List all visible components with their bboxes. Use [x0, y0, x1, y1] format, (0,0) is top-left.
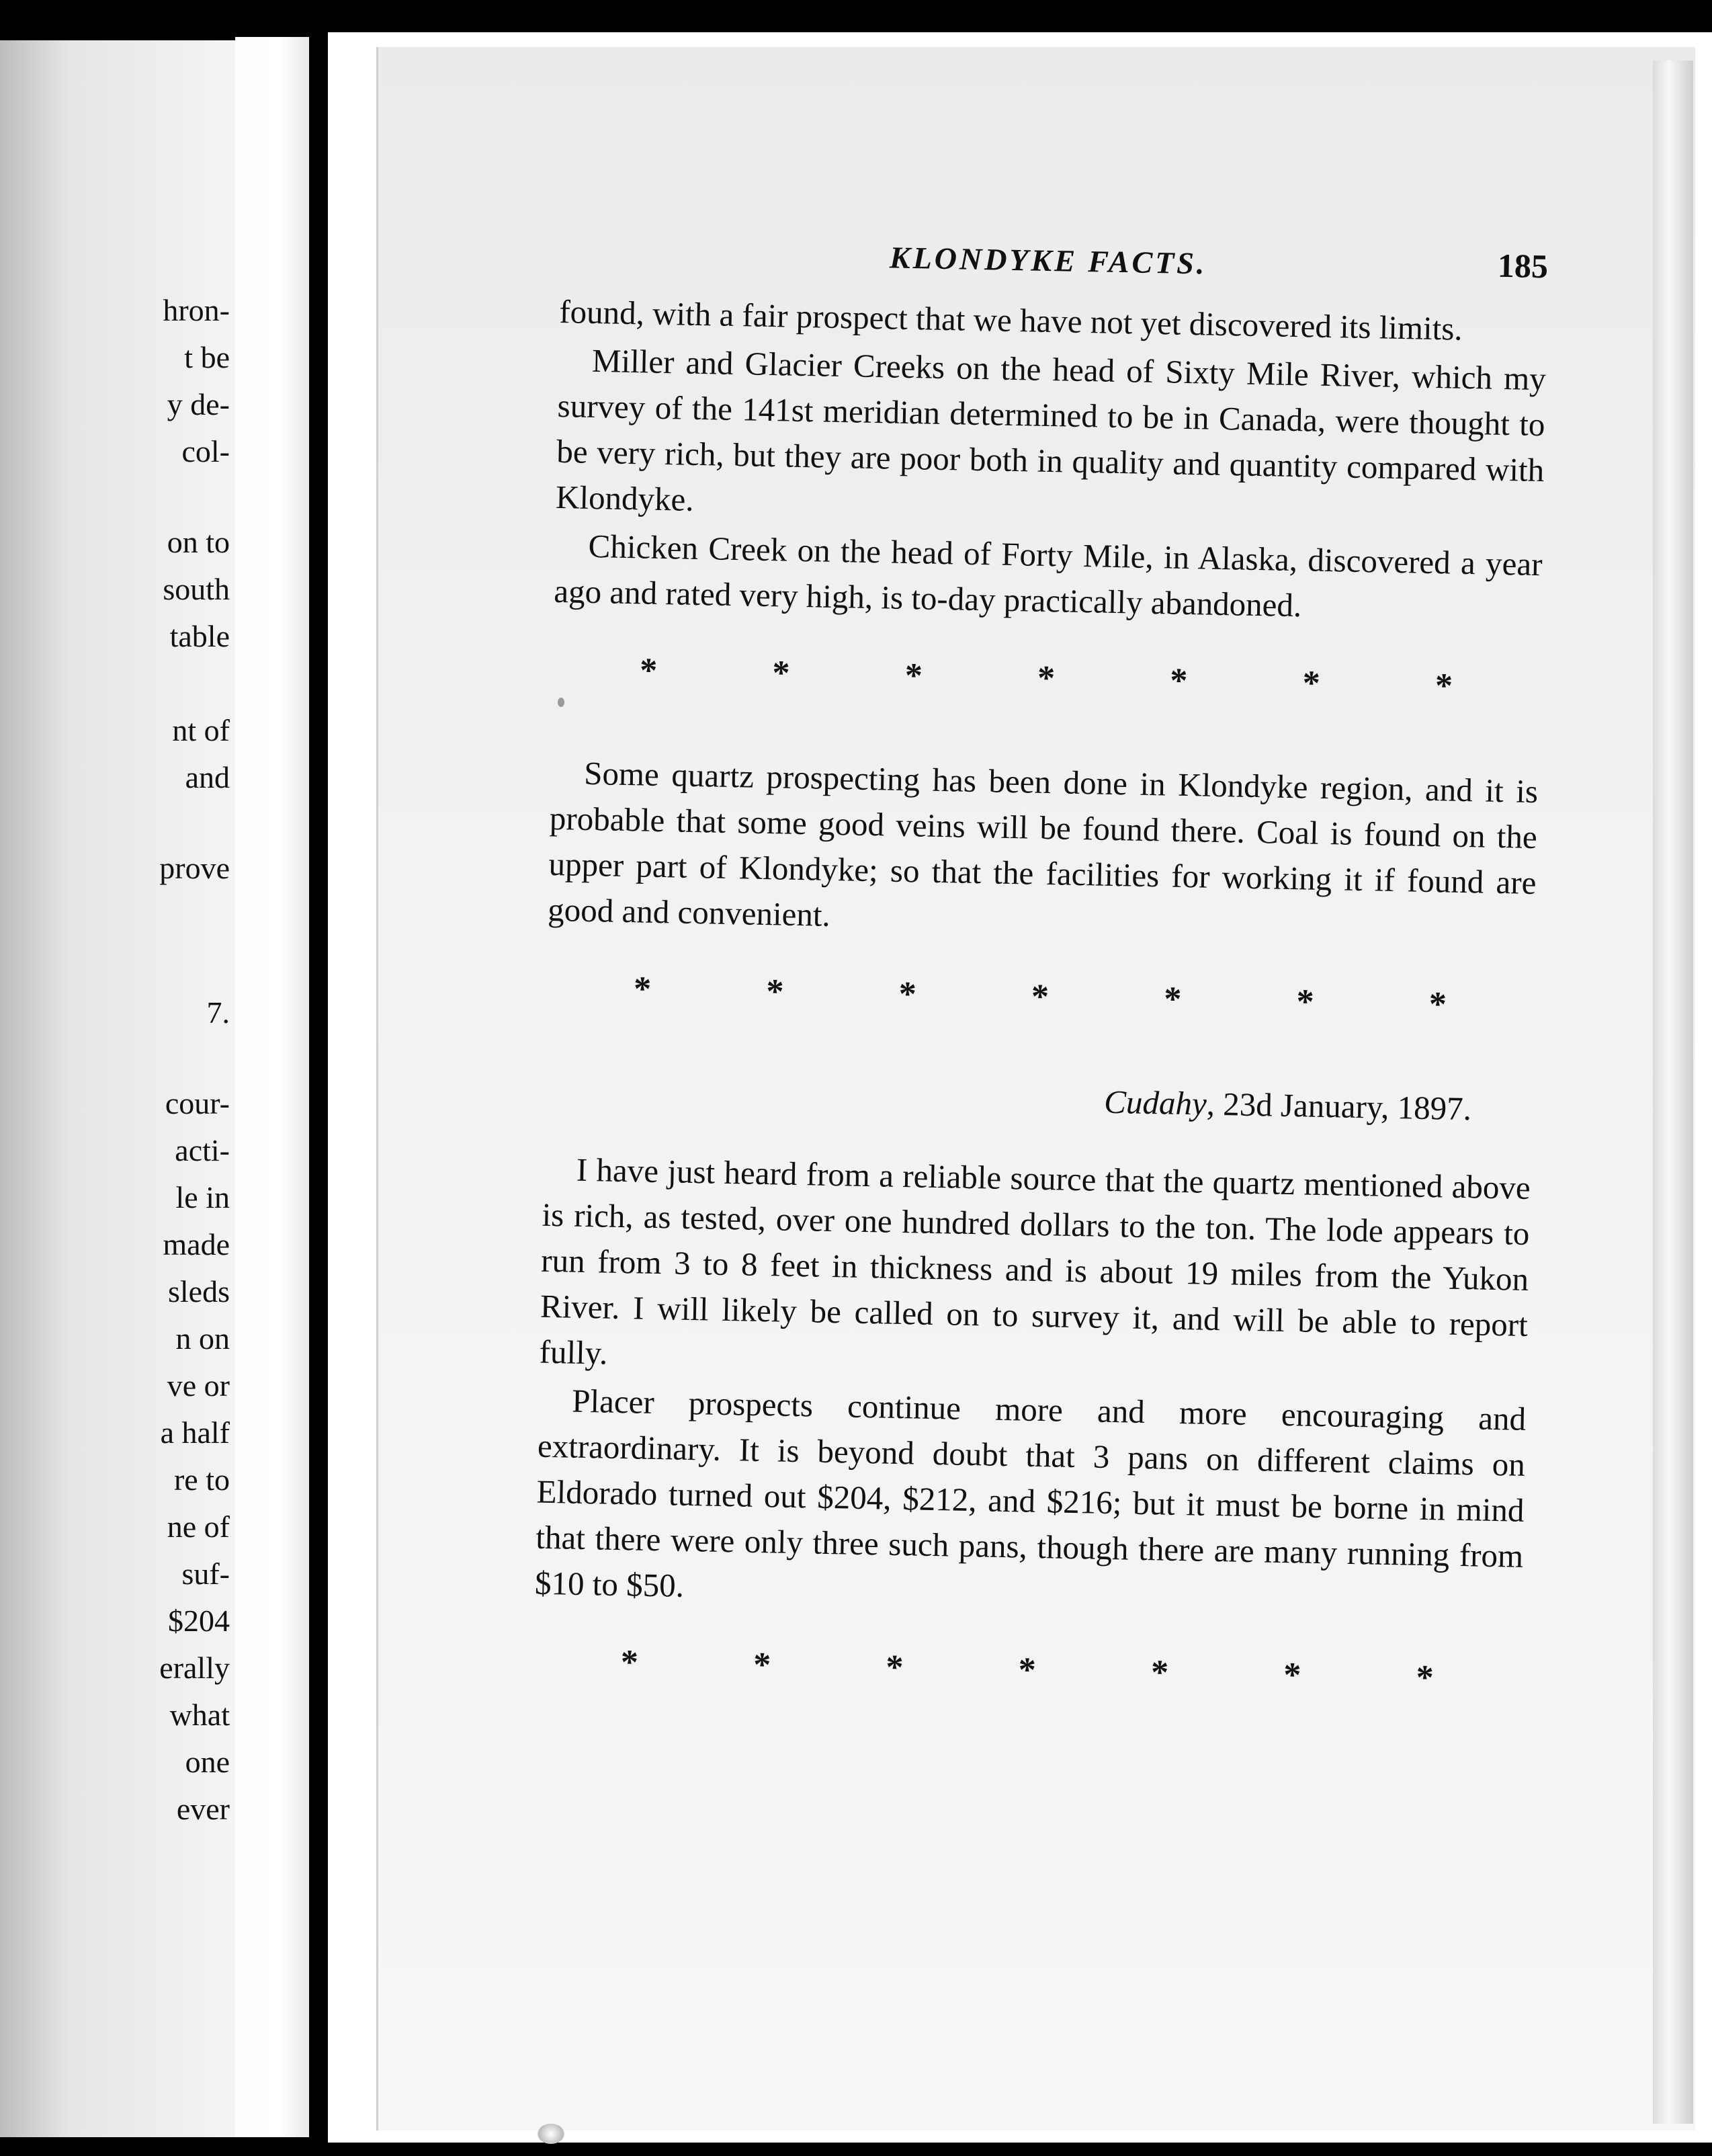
left-page-line-fragment: a half — [160, 1415, 230, 1450]
left-page-line-fragment: made — [163, 1227, 230, 1261]
left-page-line-fragment: ve or — [167, 1368, 230, 1403]
left-page-line-fragment: what — [169, 1698, 230, 1732]
star-separator: * — [1163, 980, 1182, 1019]
page-number: 185 — [1497, 246, 1549, 286]
page-content — [532, 222, 1549, 1761]
left-page — [0, 40, 235, 2137]
left-page-line-fragment: on to — [167, 525, 230, 559]
star-separator: * — [885, 1648, 904, 1688]
star-separator: * — [1037, 659, 1056, 698]
left-page-line-fragment: $204 — [168, 1604, 230, 1638]
star-separator: * — [1150, 1653, 1169, 1692]
star-separator: * — [1416, 1658, 1435, 1698]
left-page-line-fragment: prove — [159, 851, 230, 885]
star-separator: * — [1296, 983, 1315, 1022]
section-break-stars — [546, 965, 1534, 1030]
left-page-line-fragment: table — [169, 619, 230, 653]
star-separator: * — [633, 970, 652, 1009]
star-separator: * — [771, 654, 791, 693]
left-page-line-fragment: ever — [176, 1792, 230, 1826]
star-separator: * — [1428, 985, 1447, 1024]
star-separator: * — [1169, 661, 1188, 701]
left-page-line-fragment: cour- — [165, 1086, 230, 1120]
star-separator: * — [904, 656, 923, 696]
star-separator: * — [898, 975, 917, 1014]
left-page-line-fragment: t be — [184, 340, 230, 374]
left-page-line-fragment: south — [163, 572, 230, 606]
star-separator: * — [1283, 1656, 1301, 1695]
left-page-line-fragment: y de- — [167, 387, 230, 421]
star-separator: * — [639, 651, 658, 690]
paragraph-continuation: found, with a fair prospect that we have not yet discovered its limits. — [558, 292, 1463, 347]
star-separator: * — [620, 1643, 639, 1682]
paragraph-placer-prospects: Placer prospects continue more and more encouraging and extraordinary. It is beyond doubt that 3 pans on different claims on Eldorado turned out $204, $212, and $216; but it must be borne in mind that there were only three such pans, though there are many running from $10 to $50. — [534, 1382, 1527, 1604]
left-page-line-fragment: col- — [181, 434, 230, 468]
paper-blemish — [538, 2124, 564, 2144]
left-page-line-fragment: hron- — [163, 293, 230, 327]
left-page-line-fragment: and — [185, 760, 230, 794]
left-page-line-fragment: nt of — [172, 713, 230, 747]
dateline-place: Cudahy — [1103, 1083, 1207, 1122]
left-page-line-fragment: ne of — [167, 1509, 230, 1544]
left-page-line-fragment: le in — [175, 1180, 230, 1214]
paragraph-quartz-report: I have just heard from a reliable source that the quartz mentioned above is rich, as tested, over one hundred dollars to the ton. The lode appears to run from 3 to 8 feet in thickness and is about 19 miles from the Yukon River. I will likely be called on to survey it, and will be able to report fully. — [539, 1151, 1531, 1372]
star-separator: * — [1302, 664, 1321, 703]
left-page-line-fragment: erally — [159, 1651, 230, 1685]
star-separator: * — [1031, 977, 1050, 1017]
left-page-line-fragment: suf- — [181, 1557, 230, 1591]
paragraph-chicken-creek: Chicken Creek on the head of Forty Mile, in Alaska, discovered a year ago and rated very high, is to-day practically abandoned. — [553, 527, 1543, 624]
left-page-line-fragment: n on — [175, 1321, 230, 1356]
paragraph-miller-glacier: Miller and Glacier Creeks on the head of Sixty Mile River, which my survey of the 141st meridian determined to be in Canada, were thought to be very rich, but they are poor both in quality and quantity compared with Klondyke. — [555, 341, 1547, 518]
section-break-stars — [533, 1639, 1521, 1703]
star-separator: * — [765, 972, 784, 1011]
section-break-stars — [552, 647, 1541, 711]
left-page-margin — [235, 37, 309, 2137]
dateline-date: , 23d January, 1897. — [1206, 1085, 1472, 1128]
left-page-line-fragment: acti- — [175, 1133, 230, 1167]
left-page-line-fragment: one — [185, 1745, 230, 1779]
left-page-line-fragment: 7. — [206, 995, 230, 1030]
left-page-line-fragment: re to — [173, 1462, 230, 1497]
paragraph-quartz: Some quartz prospecting has been done in Klondyke region, and it is probable that some good veins will be found there. Coal is found on the upper part of Klondyke; so that the facilities for working it if found are good and convenient. — [547, 754, 1539, 934]
star-separator: * — [1018, 1651, 1037, 1690]
star-separator: * — [753, 1645, 771, 1685]
running-head: KLONDYKE FACTS. — [889, 240, 1207, 281]
star-separator: * — [1435, 667, 1453, 706]
left-page-line-fragment: sleds — [168, 1274, 230, 1309]
page-edge-stack — [1653, 60, 1693, 2124]
dateline — [544, 1069, 1533, 1133]
